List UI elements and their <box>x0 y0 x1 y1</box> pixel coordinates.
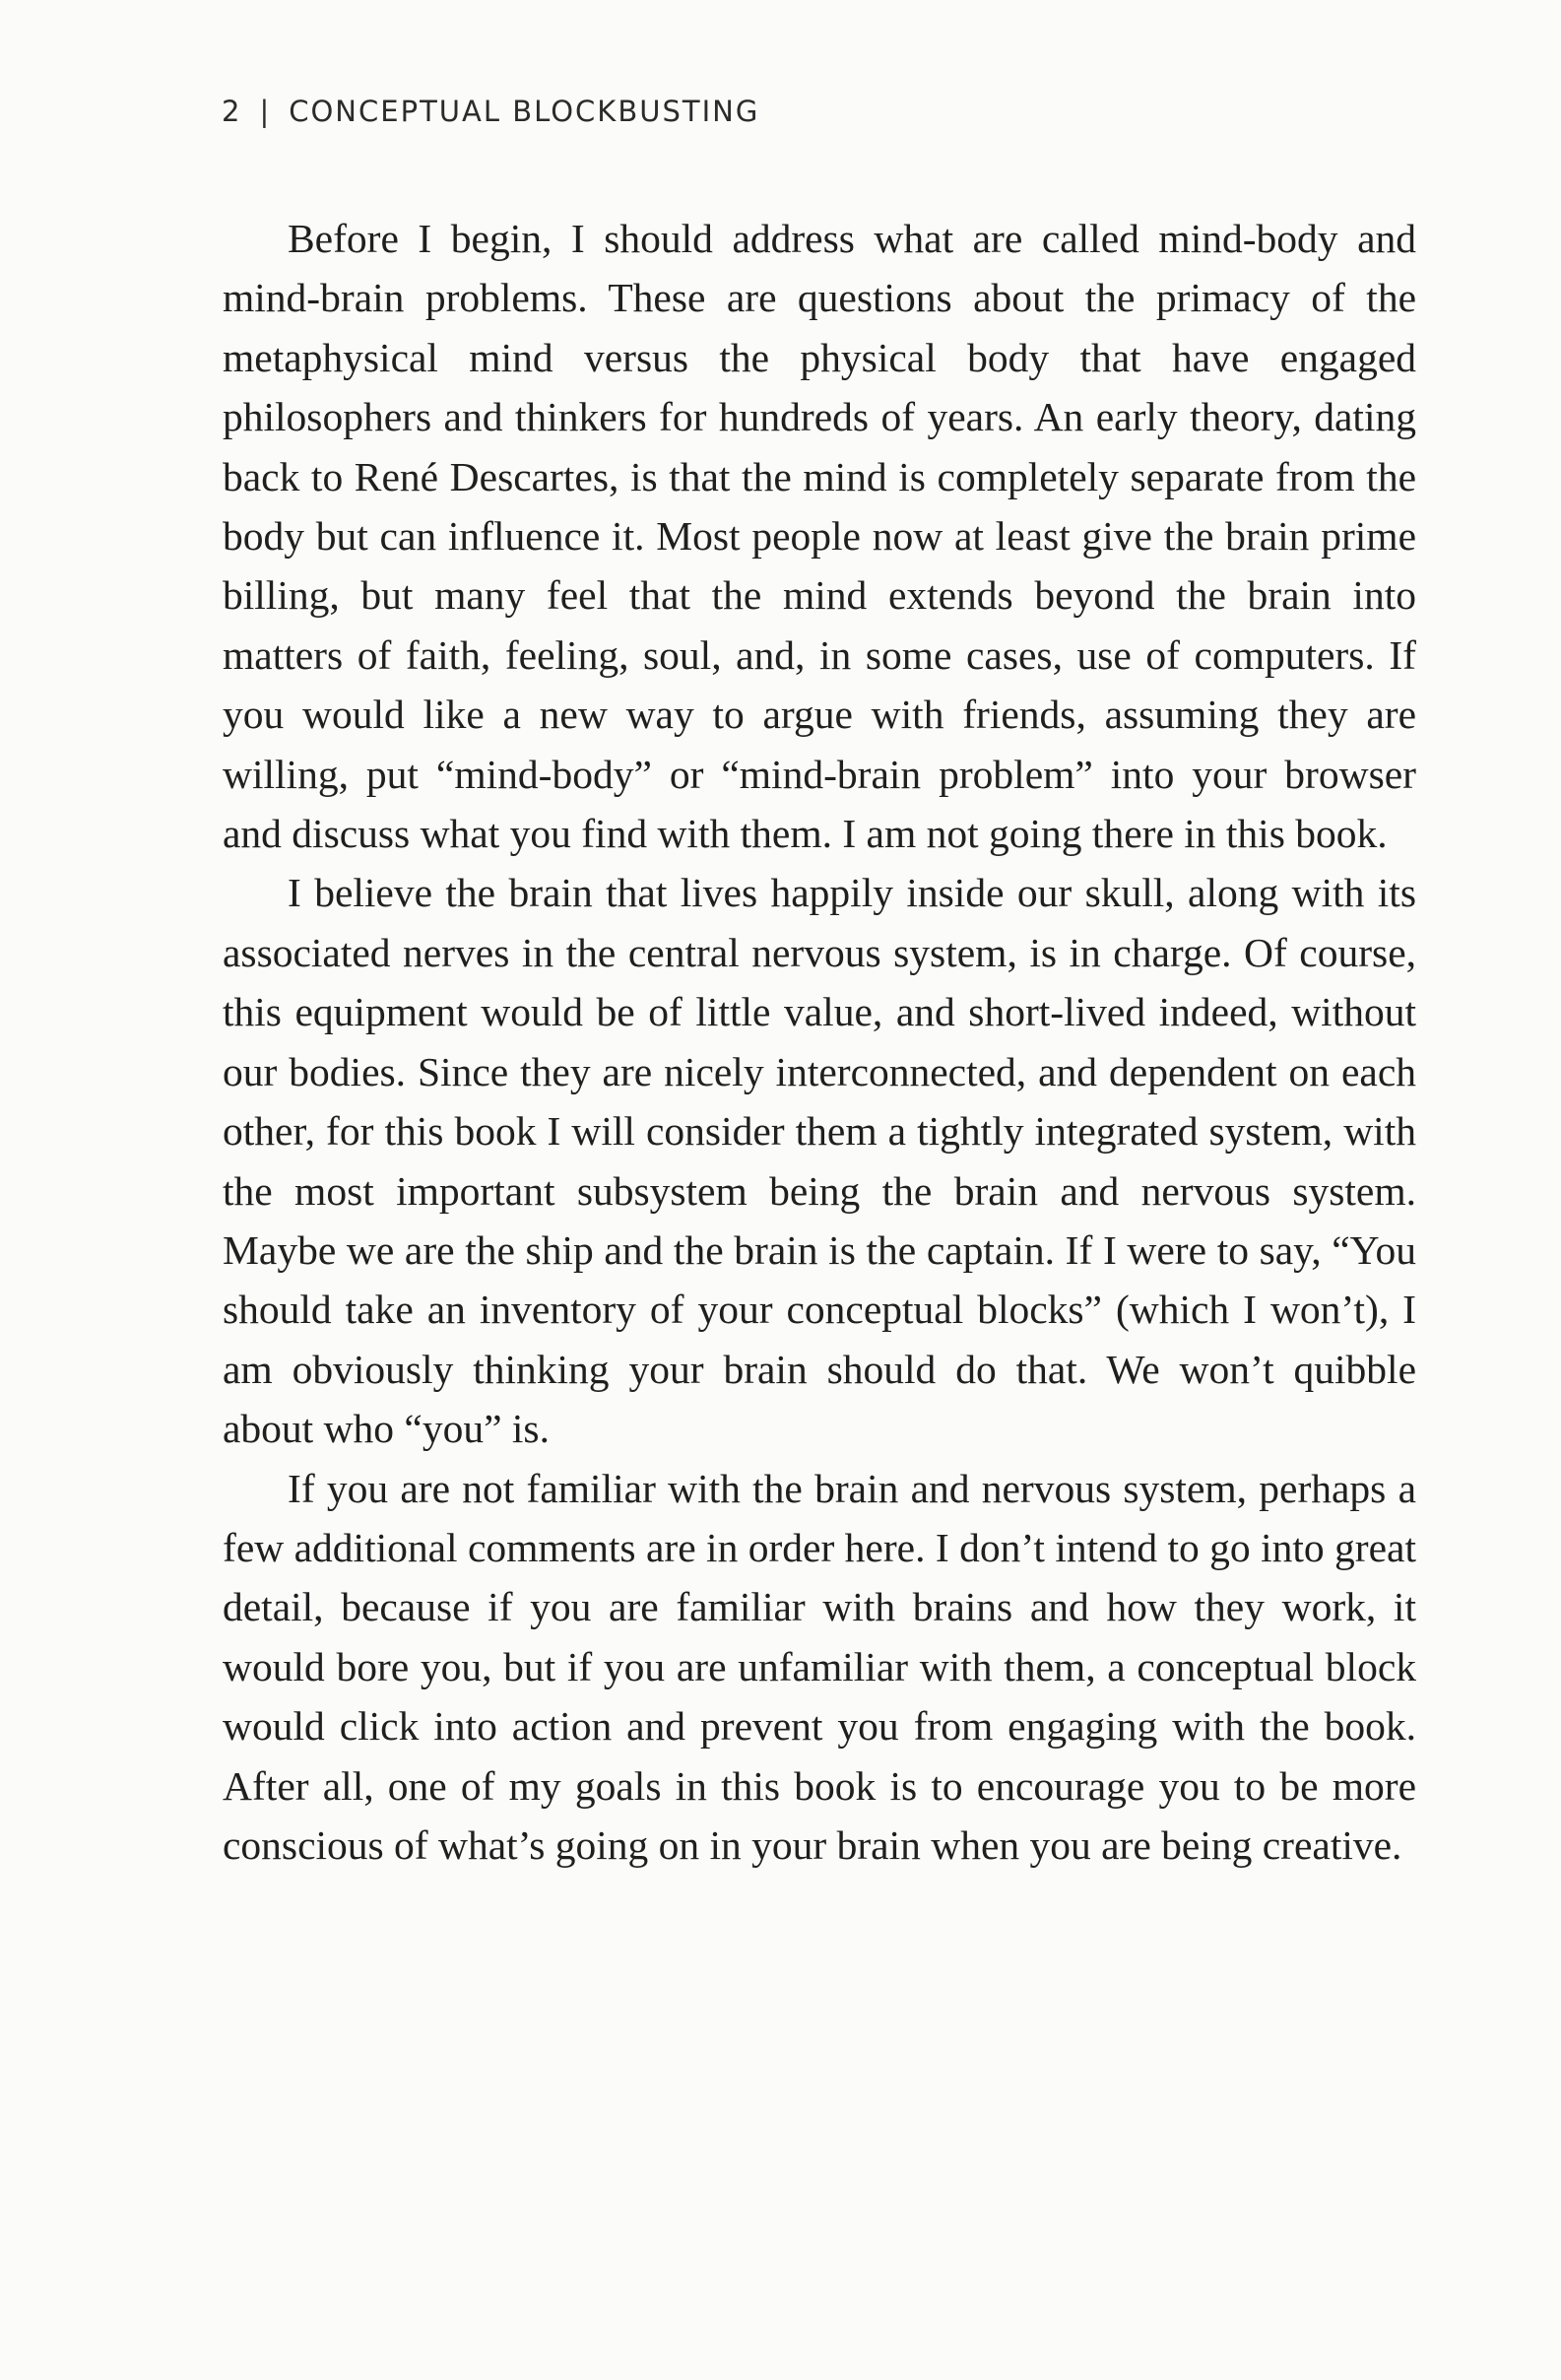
header-separator: | <box>259 95 272 128</box>
running-head <box>222 95 759 128</box>
paragraph-2: I believe the brain that lives happily inside our skull, along with its associated nerves in the central nervous system, is in charge. Of course, this equipment would be of little value, and short-lived indeed, without our bodies. Since they are nicely interconnected, and dependent on each other, for this book I will consider them a tightly integrated system, with the most important subsystem being the brain and nervous system. Maybe we are the ship and the brain is the captain. If I were to say, “You should take an inventory of your conceptual blocks” (which I won’t), I am obviously thinking your brain should do that. We won’t quibble about who “you” is. <box>223 870 1416 1452</box>
page-number: 2 <box>222 95 242 128</box>
book-title: CONCEPTUAL BLOCKBUSTING <box>289 95 760 128</box>
paragraph-3: If you are not familiar with the brain and nervous system, perhaps a few additional comments are in order here. I don’t intend to go into great detail, because if you are familiar with brains and how they work, it would bore you, but if you are unfamiliar with them, a conceptual block would click into action and prevent you from engaging with the book. After all, one of my goals in this book is to encourage you to be more conscious of what’s going on in your brain when you are being creative. <box>223 1465 1416 1868</box>
body-text <box>223 209 1416 1875</box>
paragraph-1: Before I begin, I should address what are called mind-body and mind-brain problems. These are questions about the primacy of the metaphysical mind versus the physical body that have engaged philosophers and thinkers for hundreds of years. An early theory, dating back to René Descartes, is that the mind is completely separate from the body but can influence it. Most people now at least give the brain prime billing, but many feel that the mind extends beyond the brain into matters of faith, feeling, soul, and, in some cases, use of computers. If you would like a new way to argue with friends, assuming they are willing, put “mind-body” or “mind-brain problem” into your browser and discuss what you find with them. I am not going there in this book. <box>223 216 1416 857</box>
